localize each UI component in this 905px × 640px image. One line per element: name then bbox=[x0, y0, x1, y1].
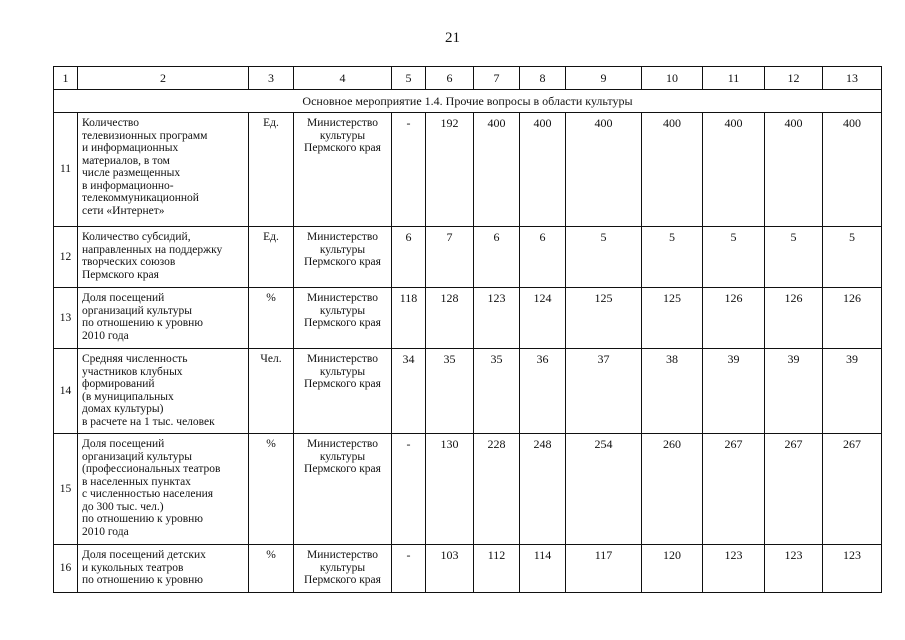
responsible-cell: Министерство культуры Пермского края bbox=[294, 113, 392, 227]
unit-cell: % bbox=[249, 545, 294, 593]
indicator-name: Количество субсидий, направленных на поддержку творческих союзов Пермского края bbox=[78, 227, 249, 288]
unit-cell: % bbox=[249, 288, 294, 349]
value-cell: 254 bbox=[566, 434, 642, 545]
page-number: 21 bbox=[445, 30, 460, 46]
value-cell: 126 bbox=[765, 288, 823, 349]
column-header: 2 bbox=[78, 67, 249, 90]
value-cell: 125 bbox=[566, 288, 642, 349]
unit-cell: Ед. bbox=[249, 113, 294, 227]
row-number: 12 bbox=[54, 227, 78, 288]
indicator-name: Доля посещений организаций культуры по отношению к уровню 2010 года bbox=[78, 288, 249, 349]
table-row bbox=[54, 227, 882, 288]
value-cell: 126 bbox=[823, 288, 882, 349]
value-cell: 267 bbox=[823, 434, 882, 545]
responsible-cell: Министерство культуры Пермского края bbox=[294, 545, 392, 593]
table-row bbox=[54, 113, 882, 227]
column-header: 4 bbox=[294, 67, 392, 90]
value-cell: 7 bbox=[426, 227, 474, 288]
value-cell: 126 bbox=[703, 288, 765, 349]
value-cell: 248 bbox=[520, 434, 566, 545]
value-cell: 35 bbox=[474, 349, 520, 434]
value-cell: 130 bbox=[426, 434, 474, 545]
value-cell: 400 bbox=[823, 113, 882, 227]
column-header: 6 bbox=[426, 67, 474, 90]
responsible-cell: Министерство культуры Пермского края bbox=[294, 434, 392, 545]
responsible-cell: Министерство культуры Пермского края bbox=[294, 227, 392, 288]
value-cell: 34 bbox=[392, 349, 426, 434]
value-cell: 38 bbox=[642, 349, 703, 434]
responsible-cell: Министерство культуры Пермского края bbox=[294, 288, 392, 349]
value-cell: 39 bbox=[765, 349, 823, 434]
unit-cell: Ед. bbox=[249, 227, 294, 288]
value-cell: 260 bbox=[642, 434, 703, 545]
column-header: 13 bbox=[823, 67, 882, 90]
value-cell: 400 bbox=[520, 113, 566, 227]
value-cell: 125 bbox=[642, 288, 703, 349]
value-cell: 6 bbox=[520, 227, 566, 288]
column-header: 10 bbox=[642, 67, 703, 90]
row-number: 14 bbox=[54, 349, 78, 434]
value-cell: 128 bbox=[426, 288, 474, 349]
indicator-name: Средняя численность участников клубных формирований (в муниципальных домах культуры) в расчете на 1 тыс. человек bbox=[78, 349, 249, 434]
table-row bbox=[54, 349, 882, 434]
value-cell: 123 bbox=[703, 545, 765, 593]
value-cell: 400 bbox=[474, 113, 520, 227]
unit-cell: Чел. bbox=[249, 349, 294, 434]
indicator-name: Количество телевизионных программ и информационных материалов, в том числе размещенных в информационно- телекоммуникационной сети «Интернет» bbox=[78, 113, 249, 227]
value-cell: 37 bbox=[566, 349, 642, 434]
value-cell: 120 bbox=[642, 545, 703, 593]
value-cell: 39 bbox=[703, 349, 765, 434]
row-number: 16 bbox=[54, 545, 78, 593]
value-cell: 35 bbox=[426, 349, 474, 434]
value-cell: 400 bbox=[566, 113, 642, 227]
column-header: 8 bbox=[520, 67, 566, 90]
column-header: 9 bbox=[566, 67, 642, 90]
value-cell: 5 bbox=[765, 227, 823, 288]
value-cell: - bbox=[392, 545, 426, 593]
unit-cell: % bbox=[249, 434, 294, 545]
indicator-name: Доля посещений детских и кукольных театров по отношению к уровню bbox=[78, 545, 249, 593]
column-header: 5 bbox=[392, 67, 426, 90]
section-title: Основное мероприятие 1.4. Прочие вопросы в области культуры bbox=[54, 90, 882, 113]
value-cell: 39 bbox=[823, 349, 882, 434]
value-cell: 36 bbox=[520, 349, 566, 434]
value-cell: 123 bbox=[765, 545, 823, 593]
table-row bbox=[54, 434, 882, 545]
column-header: 1 bbox=[54, 67, 78, 90]
column-header: 12 bbox=[765, 67, 823, 90]
value-cell: 400 bbox=[765, 113, 823, 227]
header-row bbox=[54, 67, 882, 90]
indicators-table bbox=[53, 66, 882, 593]
value-cell: 267 bbox=[703, 434, 765, 545]
column-header: 7 bbox=[474, 67, 520, 90]
section-row bbox=[54, 90, 882, 113]
value-cell: 5 bbox=[823, 227, 882, 288]
row-number: 15 bbox=[54, 434, 78, 545]
value-cell: 123 bbox=[823, 545, 882, 593]
value-cell: 5 bbox=[566, 227, 642, 288]
value-cell: 6 bbox=[392, 227, 426, 288]
value-cell: 112 bbox=[474, 545, 520, 593]
value-cell: - bbox=[392, 434, 426, 545]
indicator-name: Доля посещений организаций культуры (профессиональных театров в населенных пунктах с численностью населения до 300 тыс. чел.) по отношению к уровню 2010 года bbox=[78, 434, 249, 545]
column-header: 3 bbox=[249, 67, 294, 90]
row-number: 13 bbox=[54, 288, 78, 349]
value-cell: 192 bbox=[426, 113, 474, 227]
table-row bbox=[54, 545, 882, 593]
table-row bbox=[54, 288, 882, 349]
value-cell: 118 bbox=[392, 288, 426, 349]
value-cell: 123 bbox=[474, 288, 520, 349]
value-cell: 103 bbox=[426, 545, 474, 593]
value-cell: 400 bbox=[703, 113, 765, 227]
value-cell: 117 bbox=[566, 545, 642, 593]
row-number: 11 bbox=[54, 113, 78, 227]
value-cell: 228 bbox=[474, 434, 520, 545]
value-cell: 124 bbox=[520, 288, 566, 349]
value-cell: 6 bbox=[474, 227, 520, 288]
value-cell: 267 bbox=[765, 434, 823, 545]
value-cell: 114 bbox=[520, 545, 566, 593]
value-cell: 5 bbox=[703, 227, 765, 288]
value-cell: 5 bbox=[642, 227, 703, 288]
column-header: 11 bbox=[703, 67, 765, 90]
responsible-cell: Министерство культуры Пермского края bbox=[294, 349, 392, 434]
value-cell: - bbox=[392, 113, 426, 227]
value-cell: 400 bbox=[642, 113, 703, 227]
